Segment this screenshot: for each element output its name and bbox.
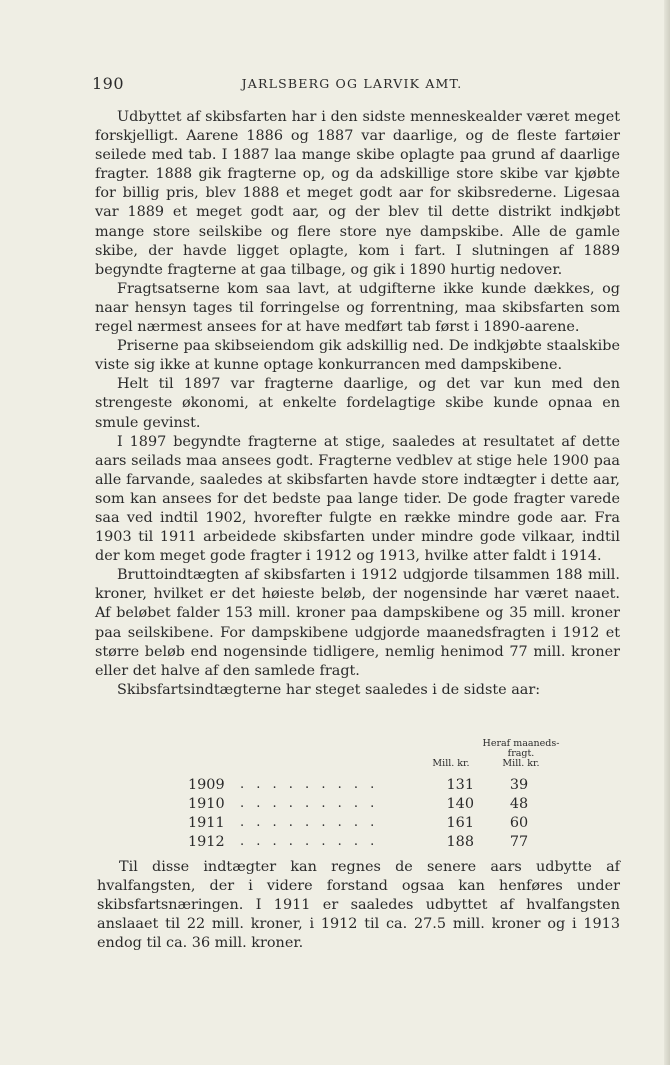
- paragraph: Priserne paa skibseiendom gik adskillig ned. De indkjøbte staalskibe viste sig ikke at kunne optage konkurrancen med dampskibene.: [95, 338, 620, 374]
- page-number: 190: [92, 74, 125, 93]
- row-total: 140: [446, 796, 474, 812]
- row-year: 1912: [188, 834, 225, 850]
- row-monthly: 39: [509, 777, 529, 793]
- body-text: [95, 108, 620, 700]
- table-row: [188, 834, 548, 854]
- row-monthly: 48: [509, 796, 529, 812]
- paragraph: Bruttoindtægten af skibsfarten i 1912 udgjorde tilsammen 188 mill. kroner, hvilket er det høieste beløb, der nogensinde har været naaet. Af beløbet falder 153 mill. kroner paa dampskibene og 35 mill. kroner paa seilskibene. For dampskibene udgjorde maanedsfragten i 1912 et større beløb end nogensinde tidligere, nemlig henimod 77 mill. kroner eller det halve af den samlede fragt.: [95, 567, 620, 679]
- paragraph: Helt til 1897 var fragterne daarlige, og det var kun med den strengeste økonomi, at enkelte fordelagtige skibe kunde opnaa en smule gevinst.: [95, 376, 620, 431]
- row-leader-dots: . . . . . . . . .: [240, 777, 379, 792]
- running-title: JARLSBERG OG LARVIK AMT.: [241, 76, 463, 91]
- row-year: 1910: [188, 796, 225, 812]
- page-header: [92, 74, 572, 94]
- col-header-monthly-line1: Heraf maaneds-: [482, 738, 560, 749]
- col-header-monthly-line3: Mill. kr.: [502, 758, 540, 769]
- col-header-monthly: [476, 739, 566, 769]
- paragraph: Udbyttet af skibsfarten har i den sidste menneskealder været meget forskjelligt. Aarene 1886 og 1887 var daarlige, og de fleste fartøier seilede med tab. I 1887 laa mange skibe oplagte paa grund af daarlige fragter. 1888 gik fragterne op, og da adskillige store skibe var kjøbte for billig pris, blev 1888 et meget godt aar for skibsrederne. Ligesaa var 1889 et meget godt aar, og der blev til dette distrikt indkjøbt mange store seilskibe og flere store nye dampskibe. Alle de gamle skibe, der havde ligget oplagte, kom i fart. I slutningen af 1889 begyndte fragterne at gaa tilbage, og gik i 1890 hurtig nedover.: [95, 109, 620, 278]
- row-total: 161: [446, 815, 474, 831]
- row-monthly: 60: [509, 815, 529, 831]
- row-leader-dots: . . . . . . . . .: [240, 834, 379, 849]
- table-row: [188, 815, 548, 835]
- row-total: 131: [446, 777, 474, 793]
- paragraph: Skibsfartsindtægterne har steget saaledes i de sidste aar:: [117, 681, 541, 698]
- page-edge: [664, 0, 670, 1065]
- income-table: [188, 735, 560, 855]
- row-total: 188: [446, 834, 474, 850]
- paragraph: I 1897 begyndte fragterne at stige, saaledes at resultatet af dette aars seilads maa ansees godt. Fragterne vedblev at stige hele 1900 paa alle farvande, saaledes at skibsfarten havde store indtægter i dette aar, som kan ansees for det bedste paa lange tider. De gode fragter varede saa ved indtil 1902, hvorefter fulgte en række mindre gode aar. Fra 1903 til 1911 arbeidede skibsfarten under mindre gode vilkaar, indtil der kom meget gode fragter i 1912 og 1913, hvilke atter faldt i 1914.: [95, 433, 620, 565]
- table-row: [188, 796, 548, 816]
- paragraph: Fragtsatserne kom saa lavt, at udgifterne ikke kunde dækkes, og naar hensyn tages til forringelse og forrentning, maa skibsfarten som regel nærmest ansees for at have medført tab først i 1890-aarene.: [95, 280, 620, 336]
- row-leader-dots: . . . . . . . . .: [240, 815, 379, 830]
- row-year: 1909: [188, 777, 225, 793]
- row-monthly: 77: [509, 834, 529, 850]
- row-year: 1911: [188, 815, 225, 831]
- table-row: [188, 777, 548, 797]
- col-header-monthly-line2: fragt.: [507, 748, 535, 759]
- col-header-total: Mill. kr.: [432, 758, 470, 769]
- closing-paragraph: Til disse indtægter kan regnes de senere aars udbytte af hvalfangsten, der i videre forstand ogsaa kan henføres under skibsfartsnæringen. I 1911 er saaledes udbyttet af hvalfangsten anslaaet til 22 mill. kroner, i 1912 til ca. 27.5 mill. kroner og i 1913 endog til ca. 36 mill. kroner.: [97, 859, 620, 952]
- row-leader-dots: . . . . . . . . .: [240, 796, 379, 811]
